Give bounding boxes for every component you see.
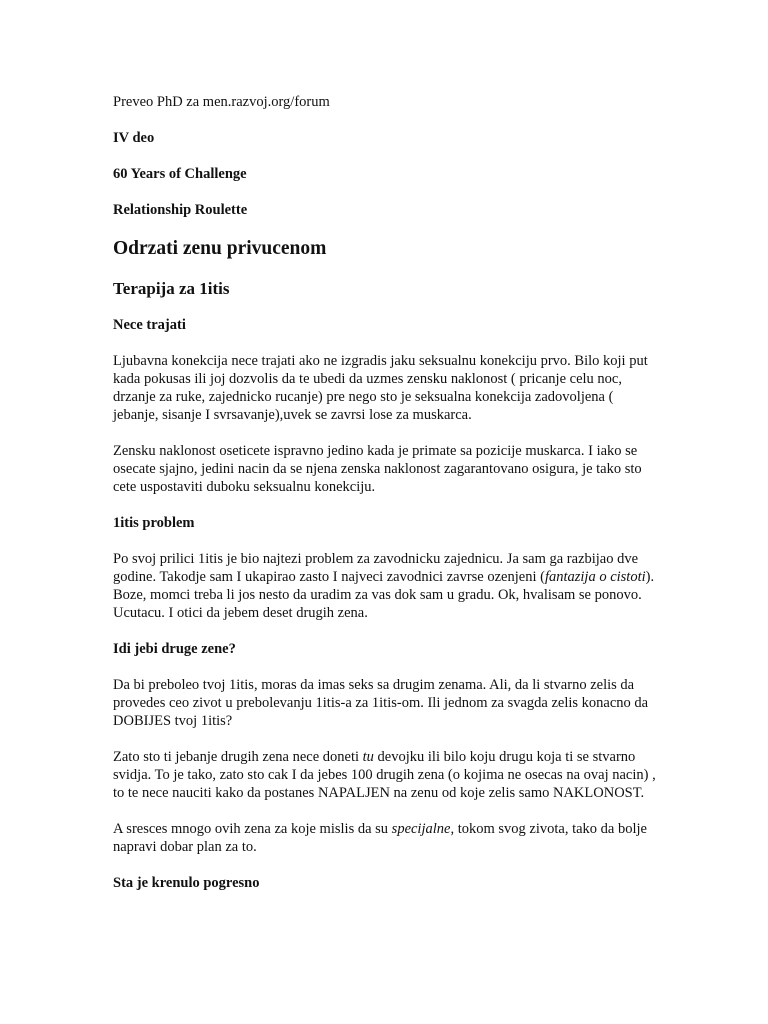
section-heading-sta-je-krenulo-pogresno: Sta je krenulo pogresno — [113, 875, 260, 891]
paragraph-text: devojku ili bilo koju drugu koja ti se stvarno svidja. To je tako, zato sto cak I da jebes 100 drugih zena (o kojima ne osecas na ovaj nacin) , to te nece nauciti kako da postanes NAPALJEN na zenu od koje zelis samo NAKLONOST. — [113, 749, 656, 801]
paragraph-emphasis: specijalne — [391, 821, 451, 837]
paragraph-emphasis: fantazija o cistoti — [544, 569, 646, 585]
paragraph: Da bi preboleo tvoj 1itis, moras da imas seks sa drugim zenama. Ali, da li stvarno zelis da provedes ceo zivot u prebolevanju 1itis-a za 1itis-om. Ili jednom za svagda zelis konacno da DOBIJES tvoj 1itis? — [113, 677, 649, 729]
document-content — [113, 93, 661, 910]
document-subtitle: Terapija za 1itis — [113, 279, 230, 298]
paragraph: Zensku naklonost oseticete ispravno jedino kada je primate sa pozicije muskarca. I iako se osecate sjajno, jedini nacin da se njena zenska naklonost zagarantovano osigura, je tako sto cete uspostaviti duboku seksualnu konekciju. — [113, 443, 642, 495]
section-heading-nece-trajati: Nece trajati — [113, 317, 186, 333]
section-heading-1itis-problem: 1itis problem — [113, 515, 195, 531]
part-label: IV deo — [113, 130, 155, 146]
paragraph: Ljubavna konekcija nece trajati ako ne izgradis jaku seksualnu konekciju prvo. Bilo koji put kada pokusas ili joj dozvolis da te ubedi da uzmes zensku naklonost ( pricanje celu noc, drzanje za ruke, zajednicko rucanje) pre nego sto je seksualna konekcija zadovoljena ( jebanje, sisanje I svrsavanje),uvek se zavrsi lose za muskarca. — [113, 353, 648, 423]
paragraph — [113, 748, 661, 802]
section-heading-idi-jebi-druge-zene: Idi jebi druge zene? — [113, 641, 236, 657]
subseries-label: Relationship Roulette — [113, 202, 248, 218]
source-line: Preveo PhD za men.razvoj.org/forum — [113, 94, 330, 110]
paragraph-text: Po svoj prilici 1itis je bio najtezi problem za zavodnicku zajednicu. Ja sam ga razbijao dve godine. Takodje sam I ukapirao zasto I najveci zavodnici zavrse ozenjeni ( — [113, 551, 639, 585]
paragraph-text: , tokom svog zivota, tako da bolje napravi dobar plan za to. — [113, 821, 647, 855]
series-label: 60 Years of Challenge — [113, 166, 247, 182]
paragraph-text: ). Boze, momci treba li jos nesto da uradim za vas dok sam u gradu. Ok, hvalisam se ponovo. Ucutacu. I otici da jebem deset drugih zena. — [113, 569, 655, 621]
document-title: Odrzati zenu privucenom — [113, 238, 327, 259]
paragraph-emphasis: tu — [362, 749, 374, 765]
paragraph — [113, 550, 661, 622]
paragraph-text: A sresces mnogo ovih zena za koje mislis da su — [113, 821, 392, 837]
paragraph-text: Zato sto ti jebanje drugih zena nece doneti — [113, 749, 363, 765]
paragraph — [113, 820, 661, 856]
